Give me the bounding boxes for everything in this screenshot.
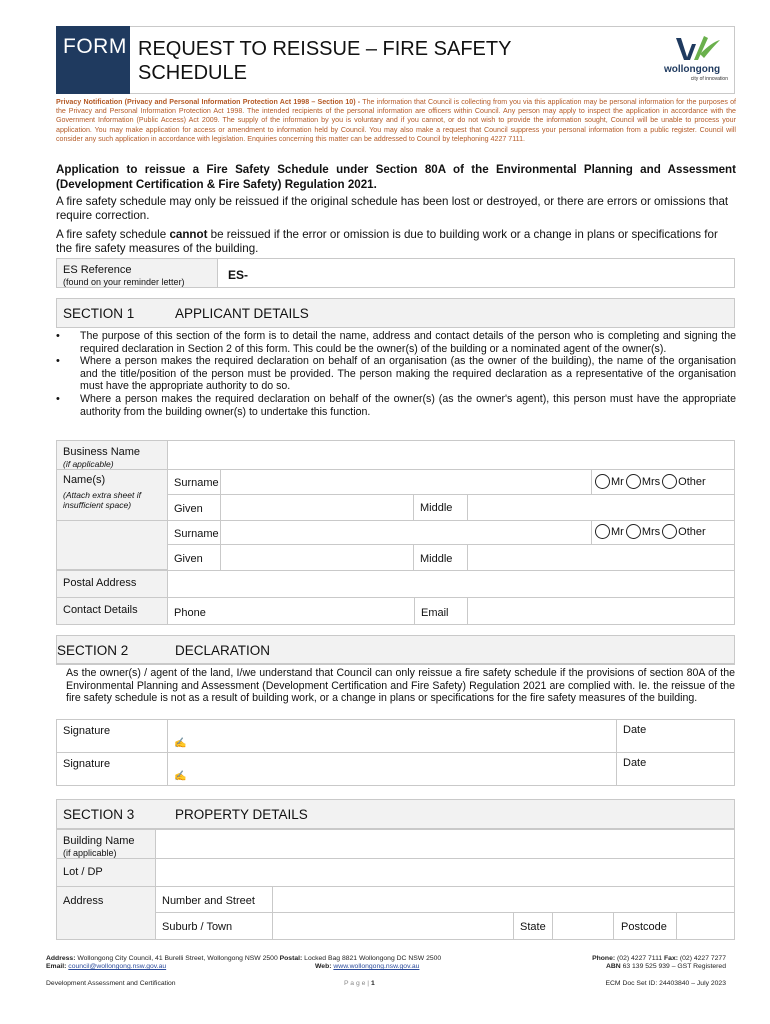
footer-fax-label: Fax: (664, 955, 678, 962)
names-sub: (Attach extra sheet if insufficient space) (63, 490, 141, 510)
radio-mr[interactable] (595, 524, 610, 539)
footer-abn-value: 63 139 525 939 – GST Registered (620, 963, 726, 970)
footer-abn (540, 962, 726, 971)
footer-email-label: Email: (46, 963, 67, 970)
section-2-number: SECTION 2 (57, 643, 129, 658)
middle-label: Middle (420, 553, 453, 565)
building-name-sub: (if applicable) (63, 848, 117, 858)
name-1-middle-input[interactable] (467, 494, 735, 521)
footer-email-link[interactable]: council@wollongong.nsw.gov.au (68, 963, 167, 970)
state-label-cell (513, 912, 553, 940)
state-input[interactable] (552, 912, 614, 940)
footer-fax-value: (02) 4227 7277 (678, 955, 726, 962)
suburb-input[interactable] (272, 912, 514, 940)
building-name-label-cell (56, 829, 156, 859)
suburb-label-cell (155, 912, 273, 940)
postal-address-label-cell (56, 570, 168, 598)
address-label-cell (56, 886, 156, 940)
radio-mr[interactable] (595, 474, 610, 489)
footer-postal-value: Locked Bag 8821 Wollongong DC NSW 2500 (302, 955, 442, 962)
name-2-surname-input[interactable] (220, 520, 592, 545)
state-label: State (520, 921, 546, 933)
signature-1-input[interactable] (167, 719, 617, 753)
names-label-cell (56, 469, 168, 521)
suburb-label: Suburb / Town (162, 921, 233, 933)
email-input[interactable] (467, 597, 735, 625)
name-2-given-input[interactable] (220, 544, 414, 571)
bullet-item: • The purpose of this section of the form is to detail the name, address and contact details of the person who is completing and signing the required declaration in Section 2 of this form. This could be the owner(s) of the building or a nominated agent of the owner(s). (56, 330, 736, 355)
declaration-text: As the owner(s) / agent of the land, I/we understand that Council can only reissue a fire safety schedule if the provisions of section 80A of the Environmental Planning and Assessment (Development Certification and Fire Safety) Regulation 2021 are complied with. Ie. the reissue of the fire safety schedule is not as a result of building work, or a change in plans or specifications for the fire safety measures of the building. (66, 667, 735, 705)
footer-web-link[interactable]: www.wollongong.nsw.gov.au (333, 963, 420, 970)
signature-label: Signature (63, 725, 111, 737)
intro-paragraph-1: A fire safety schedule may only be reissued if the original schedule has been lost or destroyed, or there are errors or omissions that require correction. (56, 195, 729, 222)
business-name-input[interactable] (167, 440, 735, 470)
footer-department: Development Assessment and Certification (46, 980, 176, 987)
surname-label: Surname (174, 477, 219, 489)
radio-other[interactable] (662, 474, 677, 489)
es-reference-label: ES Reference (63, 264, 132, 276)
privacy-notification (56, 98, 736, 144)
name-2-title-options (595, 524, 708, 539)
name-1-surname-input[interactable] (220, 469, 592, 495)
name-1-given-input[interactable] (220, 494, 414, 521)
contact-details-label-cell (56, 597, 168, 625)
signature-pen-icon: ✍ (174, 771, 187, 782)
es-prefix: ES- (228, 268, 249, 282)
given-label: Given (174, 553, 203, 565)
footer-page-number: 1 (370, 980, 375, 987)
radio-mrs[interactable] (626, 524, 641, 539)
names-label-cell-2 (56, 520, 168, 570)
bullet-item: • Where a person makes the required declaration on behalf of the owner(s) (as the owner's agent), this person must have the appropriate authority from the building owner(s) to undertake this function. (56, 393, 736, 418)
logo-tagline: city of innovation (690, 76, 728, 82)
signature-2-input[interactable] (167, 752, 617, 786)
address-label: Address (63, 895, 104, 907)
footer-web-label: Web: (315, 963, 332, 970)
building-name-input[interactable] (155, 829, 735, 859)
footer-email (46, 962, 246, 971)
lot-dp-input[interactable] (155, 858, 735, 887)
footer-page (344, 979, 444, 988)
email-label: Email (421, 607, 449, 619)
names-label: Name(s) (63, 474, 106, 486)
postal-address-input[interactable] (167, 570, 735, 598)
signature-label: Signature (63, 758, 111, 770)
form-tag: FORM (56, 26, 130, 94)
section-3-header (56, 799, 735, 829)
radio-other-label: Other (678, 525, 706, 538)
wollongong-logo-icon (656, 34, 728, 64)
surname-label: Surname (174, 528, 219, 540)
footer-doc-id: ECM Doc Set ID: 24403840 – July 2023 (605, 980, 726, 987)
number-street-label-cell (155, 886, 273, 913)
footer-address-value: Wollongong City Council, 41 Burelli Street, Wollongong NSW 2500 (75, 955, 280, 962)
lot-dp-label-cell (56, 858, 156, 887)
number-street-input[interactable] (272, 886, 735, 913)
footer-address-label: Address: (46, 955, 76, 962)
section-1-title: APPLICANT DETAILS (175, 306, 309, 321)
middle-label: Middle (420, 502, 453, 514)
footer-phone-label: Phone: (592, 955, 616, 962)
es-reference-input[interactable] (217, 258, 735, 288)
postcode-input[interactable] (676, 912, 735, 940)
es-reference-label-cell (56, 258, 218, 288)
footer-abn-label: ABN (605, 963, 621, 970)
phone-label: Phone (174, 607, 206, 619)
page-title: REQUEST TO REISSUE – FIRE SAFETY SCHEDULE (138, 38, 512, 84)
email-label-cell (414, 597, 468, 625)
footer-postal-label: Postal: (279, 955, 303, 962)
business-name-sub: (if applicable) (63, 459, 114, 469)
radio-other[interactable] (662, 524, 677, 539)
bullet-item: • Where a person makes the required declaration on behalf of an organisation (as the owner of the building), the name of the organisation and the title/position of the person must be provided. The person making the required declaration as a representative of the organisation must have the appropriate authority to do so. (56, 355, 736, 393)
business-name-label: Business Name (63, 446, 141, 458)
signature-pen-icon: ✍ (174, 738, 187, 749)
business-name-label-cell (56, 440, 168, 470)
intro-p2-start: A fire safety schedule (56, 228, 170, 241)
building-name-label: Building Name (63, 835, 135, 847)
section-3-title: PROPERTY DETAILS (175, 807, 308, 822)
name-1-title-options (595, 474, 708, 489)
given-label: Given (174, 503, 203, 515)
section-1-number: SECTION 1 (63, 306, 135, 321)
privacy-body: The information that Council is collecting from you via this application may be personal information for the purposes of the Privacy and Personal Information Protection Act 1998. The intended recipients of the personal information are officers within Council. Any person may apply to inspect the application in accordance with the Government Information (Public Access) Act 2009. The supply of the information by you is voluntary and if you cannot, or do not wish to provide the information sought, Council will be unable to process your application. You may make application for access or amendment to information held by Council. You may also make a request that Council suppress your personal information from a public register. Council will consider any such application in accordance with legislation. Enquiries concerning this matter can be addressed to Council by telephoning 4227 7111. (56, 98, 736, 143)
radio-mrs[interactable] (626, 474, 641, 489)
section-1-header (56, 298, 735, 328)
footer-web (315, 962, 515, 971)
section-1-bullets (56, 330, 736, 418)
phone-cell[interactable] (167, 597, 415, 625)
logo-wordmark: wollongong (663, 64, 721, 75)
radio-other-label: Other (678, 475, 706, 488)
section-3-number: SECTION 3 (63, 807, 135, 822)
intro-paragraph-2 (56, 228, 736, 256)
postcode-label: Postcode (621, 921, 667, 933)
radio-mrs-label: Mrs (641, 475, 661, 488)
radio-mr-label: Mr (611, 475, 624, 488)
footer-page-label: P a g e | (344, 980, 371, 987)
intro-p2-bold: cannot (169, 228, 208, 241)
intro-p2-end: be reissued if the error or omission is due to building work or a change in plans or specifications for the fire safety measures of the building. (56, 228, 718, 255)
section-2-title: DECLARATION (175, 643, 271, 658)
intro-heading: Application to reissue a Fire Safety Schedule under Section 80A of the Environmental Planning and Assessment (Development Certification & Fire Safety) Regulation 2021. (56, 163, 736, 191)
lot-dp-label: Lot / DP (63, 866, 103, 878)
section-2-header (56, 635, 735, 665)
date-label: Date (623, 757, 647, 769)
contact-details-label: Contact Details (63, 604, 138, 616)
es-reference-sub: (found on your reminder letter) (63, 277, 185, 287)
postal-address-label: Postal Address (63, 577, 137, 589)
postcode-label-cell (613, 912, 677, 940)
footer-phone-value: (02) 4227 7111 (615, 955, 665, 962)
wollongong-logo (656, 34, 728, 88)
radio-mr-label: Mr (611, 525, 624, 538)
privacy-heading: Privacy Notification (Privacy and Personal Information Protection Act 1998 – Section 10) - (56, 98, 361, 106)
name-2-middle-input[interactable] (467, 544, 735, 571)
radio-mrs-label: Mrs (641, 525, 661, 538)
number-street-label: Number and Street (162, 895, 255, 907)
date-label: Date (623, 724, 647, 736)
